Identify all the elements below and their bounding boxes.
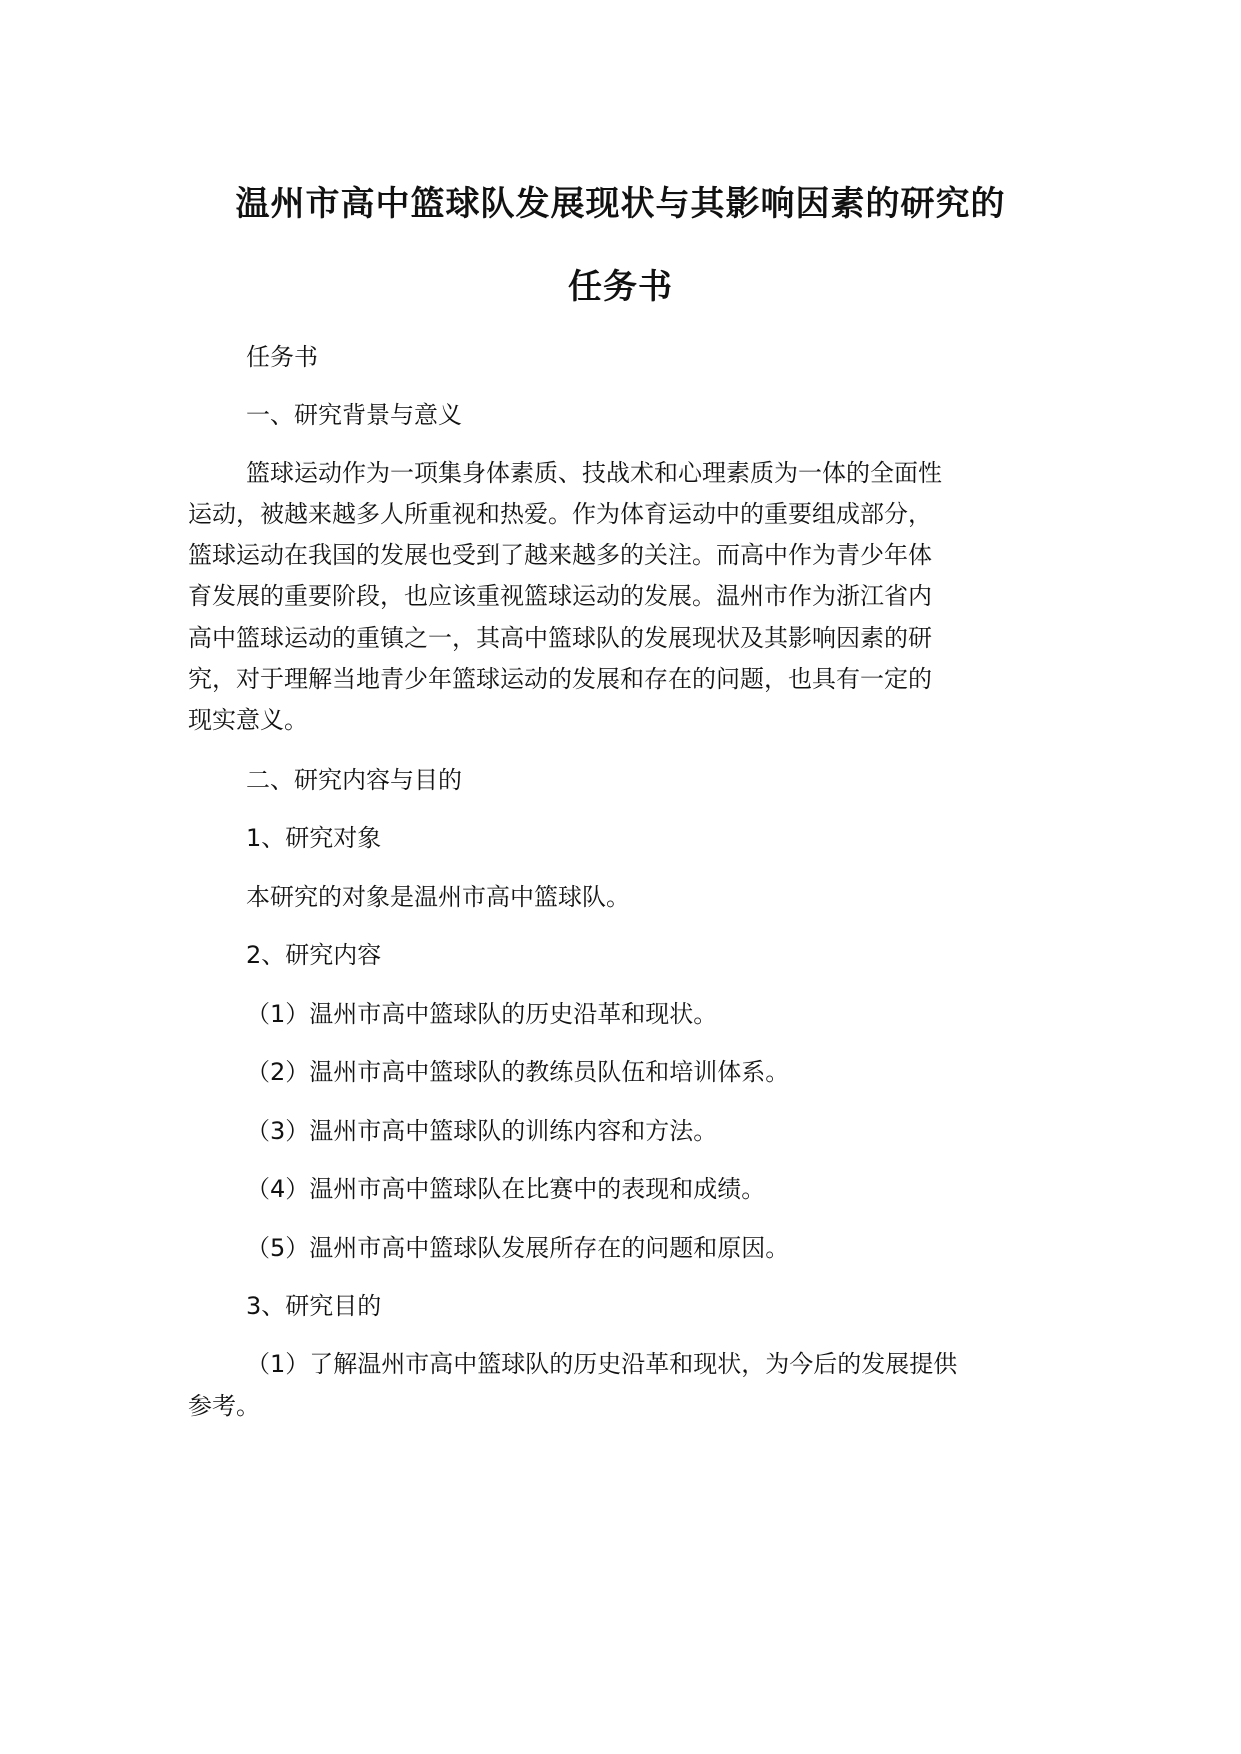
paragraph-line: 现实意义。: [188, 706, 308, 734]
subheading-research-content: 2、研究内容: [246, 941, 382, 969]
paragraph-line: 运动，被越来越多人所重视和热爱。作为体育运动中的重要组成部分，: [188, 500, 932, 528]
taskbook-heading: 任务书: [246, 343, 318, 371]
list-item: （4）温州市高中篮球队在比赛中的表现和成绩。: [246, 1175, 766, 1203]
purpose-item-line: （1）了解温州市高中篮球队的历史沿革和现状，为今后的发展提供: [246, 1350, 958, 1378]
section-heading-content: 二、研究内容与目的: [246, 766, 462, 794]
list-item: （3）温州市高中篮球队的训练内容和方法。: [246, 1117, 718, 1145]
list-item: （2）温州市高中篮球队的教练员队伍和培训体系。: [246, 1058, 790, 1086]
subheading-research-purpose: 3、研究目的: [246, 1292, 382, 1320]
list-item: （5）温州市高中篮球队发展所存在的问题和原因。: [246, 1234, 790, 1262]
document-title-subline: 任务书: [568, 267, 673, 307]
paragraph-line: 篮球运动在我国的发展也受到了越来越多的关注。而高中作为青少年体: [188, 541, 932, 569]
purpose-item-line: 参考。: [188, 1392, 260, 1420]
paragraph-line: 究，对于理解当地青少年篮球运动的发展和存在的问题，也具有一定的: [188, 665, 932, 693]
research-object-text: 本研究的对象是温州市高中篮球队。: [246, 883, 630, 911]
paragraph-line: 育发展的重要阶段，也应该重视篮球运动的发展。温州市作为浙江省内: [188, 582, 932, 610]
document-title: 温州市高中篮球队发展现状与其影响因素的研究的: [235, 184, 1006, 224]
list-item: （1）温州市高中篮球队的历史沿革和现状。: [246, 1000, 718, 1028]
paragraph-line: 篮球运动作为一项集身体素质、技战术和心理素质为一体的全面性: [246, 459, 942, 487]
subheading-research-object: 1、研究对象: [246, 824, 382, 852]
paragraph-line: 高中篮球运动的重镇之一，其高中篮球队的发展现状及其影响因素的研: [188, 624, 932, 652]
section-heading-background: 一、研究背景与意义: [246, 401, 462, 429]
